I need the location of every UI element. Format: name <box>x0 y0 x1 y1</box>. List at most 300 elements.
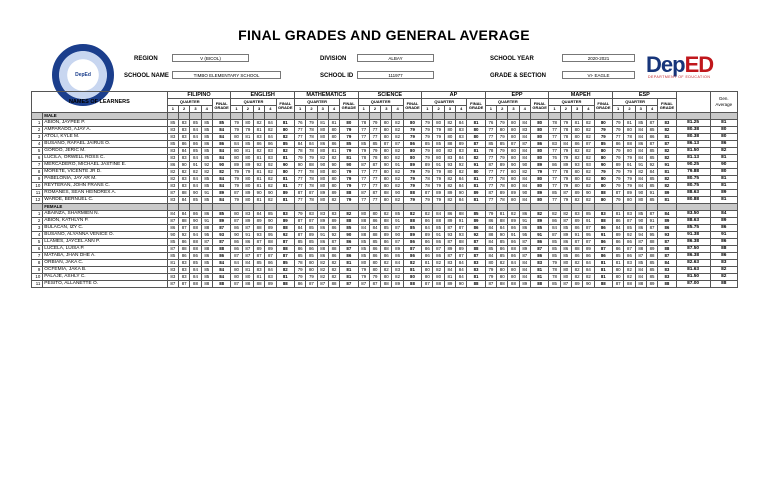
quarter-grade: 80 <box>444 127 455 134</box>
quarter-grade: 80 <box>508 176 519 183</box>
quarter-grade: 86 <box>613 239 624 246</box>
quarter-grade: 84 <box>179 211 190 218</box>
quarter-grade: 83 <box>179 183 190 190</box>
quarter-grade: 85 <box>624 225 635 232</box>
general-average: 80.75 <box>676 183 710 190</box>
final-grade: 82 <box>276 267 294 274</box>
quarter-grade: 86 <box>381 253 392 260</box>
quarter-grade: 86 <box>560 239 571 246</box>
quarter-grade: 79 <box>231 120 242 127</box>
learner-name: LUCELA, LUISA P. <box>43 246 167 253</box>
quarter-grade: 82 <box>392 134 403 141</box>
learner-row <box>32 281 738 288</box>
row-number: 6 <box>32 246 43 253</box>
final-grade: 88 <box>212 246 230 253</box>
quarter-grade: 91 <box>646 218 657 225</box>
quarter-grade: 85 <box>560 253 571 260</box>
quarter-grade: 90 <box>456 281 467 288</box>
final-grade: 85 <box>276 141 294 148</box>
quarter-grade: 82 <box>392 176 403 183</box>
quarter-grade: 87 <box>179 281 190 288</box>
final-grade: 79 <box>594 134 612 141</box>
quarter-grade: 84 <box>265 267 276 274</box>
quarter-grade: 79 <box>358 148 369 155</box>
quarter-grade: 89 <box>242 218 253 225</box>
deped-seal-logo: DepEd <box>52 44 114 106</box>
section-cell <box>549 113 560 120</box>
quarter-number: 4 <box>201 106 212 113</box>
quarter-grade: 77 <box>485 127 496 134</box>
quarter-grade: 89 <box>231 162 242 169</box>
rounded-average: 90 <box>710 162 737 169</box>
quarter-grade: 83 <box>317 211 328 218</box>
final-grade: 88 <box>467 281 485 288</box>
quarter-grade: 80 <box>369 260 380 267</box>
quarter-grade: 84 <box>190 176 201 183</box>
quarter-grade: 84 <box>433 211 444 218</box>
final-grade: 91 <box>467 162 485 169</box>
quarter-grade: 88 <box>190 281 201 288</box>
section-cell <box>369 113 380 120</box>
learner-row <box>32 197 738 204</box>
final-grade: 80 <box>276 127 294 134</box>
final-grade: 84 <box>212 134 230 141</box>
quarter-grade: 89 <box>444 190 455 197</box>
final-grade: 88 <box>403 281 421 288</box>
quarter-grade: 78 <box>485 148 496 155</box>
final-grade: 82 <box>467 155 485 162</box>
general-average: 91.38 <box>676 232 710 239</box>
section-cell <box>444 113 455 120</box>
quarter-grade: 84 <box>519 197 530 204</box>
quarter-grade: 79 <box>369 120 380 127</box>
quarter-grade: 80 <box>560 274 571 281</box>
quarter-grade: 79 <box>231 127 242 134</box>
learner-row <box>32 246 738 253</box>
quarter-grade: 88 <box>201 281 212 288</box>
quarter-grade: 85 <box>369 239 380 246</box>
quarter-grade: 85 <box>635 120 646 127</box>
quarter-grade: 84 <box>583 267 594 274</box>
final-grade: 89 <box>212 218 230 225</box>
quarter-grade: 90 <box>231 232 242 239</box>
final-grade: 85 <box>530 225 548 232</box>
quarter-grade: 85 <box>422 141 433 148</box>
final-grade: 87 <box>276 253 294 260</box>
final-grade: 81 <box>276 274 294 281</box>
quarter-grade: 80 <box>422 267 433 274</box>
final-grade: 79 <box>403 134 421 141</box>
quarter-grade: 87 <box>381 141 392 148</box>
quarter-grade: 85 <box>201 176 212 183</box>
quarter-grade: 87 <box>167 246 178 253</box>
quarter-grade: 77 <box>485 176 496 183</box>
quarter-grade: 90 <box>265 190 276 197</box>
quarter-grade: 84 <box>306 141 317 148</box>
quarter-grade: 93 <box>456 232 467 239</box>
quarter-grade: 79 <box>433 176 444 183</box>
section-cell <box>497 113 508 120</box>
quarter-grade: 80 <box>242 155 253 162</box>
quarter-grade: 84 <box>635 127 646 134</box>
final-grade: 81 <box>658 134 676 141</box>
quarter-number: 1 <box>422 106 433 113</box>
quarter-grade: 82 <box>583 169 594 176</box>
general-average: 86.38 <box>676 239 710 246</box>
general-average: 86.13 <box>676 141 710 148</box>
quarter-grade: 82 <box>624 267 635 274</box>
quarter-grade: 86 <box>328 225 339 232</box>
quarter-grade: 88 <box>508 246 519 253</box>
quarter-grade: 88 <box>433 218 444 225</box>
quarter-grade: 89 <box>392 281 403 288</box>
final-grade: 81 <box>530 267 548 274</box>
final-grade: 88 <box>403 218 421 225</box>
quarter-grade: 80 <box>381 155 392 162</box>
section-cell <box>530 204 548 211</box>
quarter-grade: 84 <box>392 260 403 267</box>
rounded-average: 86 <box>710 141 737 148</box>
rounded-average: 88 <box>710 246 737 253</box>
general-average: 81.25 <box>676 120 710 127</box>
quarter-grade: 85 <box>190 197 201 204</box>
learner-name: BULACAN, IZY C. <box>43 225 167 232</box>
quarter-grade: 86 <box>231 239 242 246</box>
subject-header: MATHEMATICS <box>294 92 358 99</box>
quarter-grade: 82 <box>317 267 328 274</box>
quarter-grade: 80 <box>328 134 339 141</box>
quarter-grade: 93 <box>571 162 582 169</box>
quarter-grade: 92 <box>456 162 467 169</box>
rounded-average: 80 <box>710 127 737 134</box>
quarter-grade: 81 <box>497 211 508 218</box>
quarter-grade: 82 <box>444 197 455 204</box>
quarter-grade: 80 <box>231 267 242 274</box>
final-grade: 81 <box>276 155 294 162</box>
general-average: 88.63 <box>676 190 710 197</box>
learner-name: ABION, JAYPEE P. <box>43 120 167 127</box>
quarter-grade: 85 <box>294 239 305 246</box>
final-grade: 83 <box>594 211 612 218</box>
quarter-grade: 86 <box>422 253 433 260</box>
quarter-grade: 83 <box>179 120 190 127</box>
quarter-grade: 92 <box>179 232 190 239</box>
quarter-number: 3 <box>635 106 646 113</box>
quarter-grade: 80 <box>381 197 392 204</box>
row-number: 3 <box>32 134 43 141</box>
quarter-grade: 86 <box>624 239 635 246</box>
quarter-grade: 89 <box>646 246 657 253</box>
quarter-grade: 79 <box>624 183 635 190</box>
section-cell <box>231 204 242 211</box>
quarter-grade: 78 <box>497 176 508 183</box>
quarter-grade: 82 <box>583 120 594 127</box>
quarter-grade: 77 <box>294 134 305 141</box>
final-grade: 83 <box>530 260 548 267</box>
quarter-grade: 80 <box>328 169 339 176</box>
quarter-grade: 78 <box>306 127 317 134</box>
quarter-grade: 86 <box>519 225 530 232</box>
quarter-grade: 79 <box>497 155 508 162</box>
quarter-grade: 89 <box>265 225 276 232</box>
quarter-grade: 83 <box>444 155 455 162</box>
quarter-grade: 81 <box>328 148 339 155</box>
learner-row <box>32 232 738 239</box>
quarter-grade: 84 <box>485 239 496 246</box>
quarter-grade: 85 <box>167 239 178 246</box>
quarter-grade: 93 <box>583 162 594 169</box>
quarter-grade: 83 <box>265 148 276 155</box>
quarter-grade: 87 <box>646 120 657 127</box>
quarter-grade: 86 <box>613 218 624 225</box>
quarter-grade: 86 <box>179 253 190 260</box>
learner-row <box>32 155 738 162</box>
section-cell <box>179 204 190 211</box>
quarter-grade: 84 <box>190 267 201 274</box>
quarter-grade: 86 <box>201 211 212 218</box>
quarter-grade: 82 <box>444 183 455 190</box>
final-grade: 79 <box>530 169 548 176</box>
quarter-grade: 89 <box>508 190 519 197</box>
school-name-label: SCHOOL NAME <box>124 73 169 79</box>
quarter-grade: 79 <box>560 183 571 190</box>
learner-name: LUCILA, ORWELL ROSS C. <box>43 155 167 162</box>
quarter-grade: 80 <box>508 197 519 204</box>
quarter-grade: 79 <box>497 120 508 127</box>
quarter-grade: 83 <box>328 211 339 218</box>
quarter-grade: 84 <box>456 183 467 190</box>
quarter-grade: 90 <box>583 281 594 288</box>
quarter-grade: 87 <box>369 162 380 169</box>
quarter-grade: 85 <box>253 260 264 267</box>
final-grade: 80 <box>403 148 421 155</box>
quarter-number: 4 <box>328 106 339 113</box>
quarter-grade: 79 <box>560 197 571 204</box>
quarter-grade: 82 <box>508 211 519 218</box>
quarter-grade: 82 <box>571 148 582 155</box>
quarter-grade: 80 <box>369 211 380 218</box>
quarter-grade: 90 <box>497 232 508 239</box>
general-average: 90.25 <box>676 162 710 169</box>
rounded-average: 81 <box>710 176 737 183</box>
learner-name: PALAJE, ASHLY C. <box>43 274 167 281</box>
quarter-grade: 80 <box>358 211 369 218</box>
quarter-grade: 77 <box>549 183 560 190</box>
quarter-grade: 80 <box>635 197 646 204</box>
quarter-grade: 89 <box>444 281 455 288</box>
quarter-number: 2 <box>179 106 190 113</box>
quarter-grade: 84 <box>519 260 530 267</box>
quarter-grade: 88 <box>358 218 369 225</box>
quarter-grade: 89 <box>328 218 339 225</box>
quarter-grade: 87 <box>294 218 305 225</box>
quarter-grade: 81 <box>444 274 455 281</box>
final-grade: 79 <box>340 127 358 134</box>
quarter-grade: 80 <box>358 260 369 267</box>
quarter-grade: 86 <box>317 141 328 148</box>
final-grade: 81 <box>340 155 358 162</box>
section-cell <box>658 113 676 120</box>
quarter-grade: 79 <box>369 148 380 155</box>
quarter-grade: 80 <box>571 183 582 190</box>
quarter-grade: 86 <box>265 260 276 267</box>
quarter-grade: 79 <box>613 155 624 162</box>
quarter-header: QUARTER <box>167 99 212 106</box>
quarter-grade: 82 <box>519 169 530 176</box>
quarter-grade: 79 <box>242 127 253 134</box>
quarter-grade: 79 <box>422 197 433 204</box>
blank-header <box>676 92 710 113</box>
quarter-number: 1 <box>613 106 624 113</box>
quarter-grade: 89 <box>613 232 624 239</box>
quarter-grade: 80 <box>231 274 242 281</box>
quarter-grade: 95 <box>646 232 657 239</box>
final-grade: 87 <box>530 246 548 253</box>
final-grade: 88 <box>276 246 294 253</box>
section-cell <box>190 113 201 120</box>
quarter-grade: 87 <box>624 218 635 225</box>
quarter-grade: 86 <box>328 141 339 148</box>
final-grade: 79 <box>594 127 612 134</box>
quarter-grade: 89 <box>519 281 530 288</box>
school-name-value: TIMBO ELEMENTARY SCHOOL <box>172 71 281 79</box>
quarter-grade: 79 <box>433 183 444 190</box>
learners-header: NAMES OF LEARNERS <box>32 92 168 113</box>
quarter-grade: 85 <box>433 225 444 232</box>
quarter-grade: 88 <box>381 281 392 288</box>
general-average: 81.63 <box>676 267 710 274</box>
division-label: DIVISION <box>320 56 347 62</box>
general-average: 81.50 <box>676 274 710 281</box>
section-cell <box>167 204 178 211</box>
section-cell <box>519 113 530 120</box>
quarter-grade: 77 <box>549 148 560 155</box>
quarter-grade: 87 <box>167 218 178 225</box>
quarter-grade: 83 <box>392 267 403 274</box>
quarter-grade: 79 <box>560 120 571 127</box>
quarter-grade: 88 <box>201 225 212 232</box>
rounded-average: 81 <box>710 120 737 127</box>
quarter-grade: 90 <box>392 232 403 239</box>
quarter-grade: 84 <box>456 274 467 281</box>
quarter-grade: 80 <box>381 120 392 127</box>
quarter-grade: 86 <box>317 225 328 232</box>
quarter-grade: 80 <box>560 260 571 267</box>
final-grade: 88 <box>467 246 485 253</box>
learner-name: ABAINZA, SHARMIEN N. <box>43 211 167 218</box>
learner-name: PESITO, ALLANETTE O. <box>43 281 167 288</box>
quarter-header: QUARTER <box>613 99 658 106</box>
quarter-grade: 86 <box>422 218 433 225</box>
quarter-grade: 86 <box>613 141 624 148</box>
quarter-grade: 80 <box>369 267 380 274</box>
quarter-grade: 80 <box>242 274 253 281</box>
grades-table <box>31 91 738 288</box>
quarter-grade: 78 <box>497 197 508 204</box>
quarter-grade: 88 <box>624 141 635 148</box>
quarter-grade: 90 <box>190 218 201 225</box>
learner-row <box>32 127 738 134</box>
final-grade: 82 <box>658 176 676 183</box>
quarter-grade: 86 <box>253 141 264 148</box>
quarter-grade: 80 <box>508 120 519 127</box>
quarter-grade: 78 <box>549 267 560 274</box>
quarter-grade: 84 <box>583 260 594 267</box>
section-cell <box>179 113 190 120</box>
quarter-grade: 77 <box>294 127 305 134</box>
final-grade: 82 <box>276 148 294 155</box>
quarter-grade: 89 <box>242 190 253 197</box>
quarter-grade: 82 <box>549 211 560 218</box>
final-grade: 79 <box>403 176 421 183</box>
learner-name: ABION, KATHLYN P. <box>43 218 167 225</box>
final-grade: 93 <box>658 232 676 239</box>
final-grade: 92 <box>276 232 294 239</box>
section-cell <box>358 204 369 211</box>
quarter-grade: 94 <box>635 232 646 239</box>
row-number: 9 <box>32 176 43 183</box>
final-grade: 80 <box>594 148 612 155</box>
row-number: 5 <box>32 148 43 155</box>
row-number: 10 <box>32 274 43 281</box>
quarter-grade: 80 <box>560 267 571 274</box>
quarter-grade: 79 <box>613 120 624 127</box>
quarter-grade: 80 <box>381 176 392 183</box>
quarter-grade: 85 <box>646 197 657 204</box>
rounded-average: 86 <box>710 253 737 260</box>
quarter-grade: 77 <box>497 169 508 176</box>
quarter-grade: 88 <box>190 225 201 232</box>
quarter-grade: 86 <box>201 141 212 148</box>
section-cell <box>613 113 624 120</box>
quarter-grade: 88 <box>328 281 339 288</box>
quarter-grade: 84 <box>519 274 530 281</box>
quarter-grade: 86 <box>433 239 444 246</box>
quarter-grade: 82 <box>167 176 178 183</box>
quarter-grade: 77 <box>294 169 305 176</box>
quarter-grade: 83 <box>167 155 178 162</box>
quarter-grade: 90 <box>265 218 276 225</box>
quarter-grade: 78 <box>294 148 305 155</box>
quarter-grade: 85 <box>613 253 624 260</box>
quarter-grade: 79 <box>613 169 624 176</box>
final-grade: 83 <box>658 120 676 127</box>
final-grade: 90 <box>594 162 612 169</box>
school-year-label: SCHOOL YEAR <box>490 56 534 62</box>
quarter-grade: 85 <box>646 127 657 134</box>
quarter-grade: 87 <box>444 253 455 260</box>
section-cell <box>340 204 358 211</box>
quarter-grade: 87 <box>519 253 530 260</box>
quarter-grade: 89 <box>381 232 392 239</box>
quarter-grade: 90 <box>583 190 594 197</box>
quarter-grade: 80 <box>328 183 339 190</box>
quarter-grade: 87 <box>231 253 242 260</box>
quarter-grade: 82 <box>560 211 571 218</box>
quarter-grade: 80 <box>624 127 635 134</box>
quarter-grade: 91 <box>190 162 201 169</box>
quarter-grade: 85 <box>646 155 657 162</box>
quarter-grade: 85 <box>265 211 276 218</box>
quarter-grade: 80 <box>306 260 317 267</box>
section-cell <box>444 204 455 211</box>
quarter-grade: 78 <box>306 176 317 183</box>
quarter-grade: 86 <box>369 246 380 253</box>
quarter-grade: 89 <box>571 190 582 197</box>
final-grade: 84 <box>212 183 230 190</box>
quarter-grade: 84 <box>635 134 646 141</box>
final-grade: 81 <box>530 274 548 281</box>
